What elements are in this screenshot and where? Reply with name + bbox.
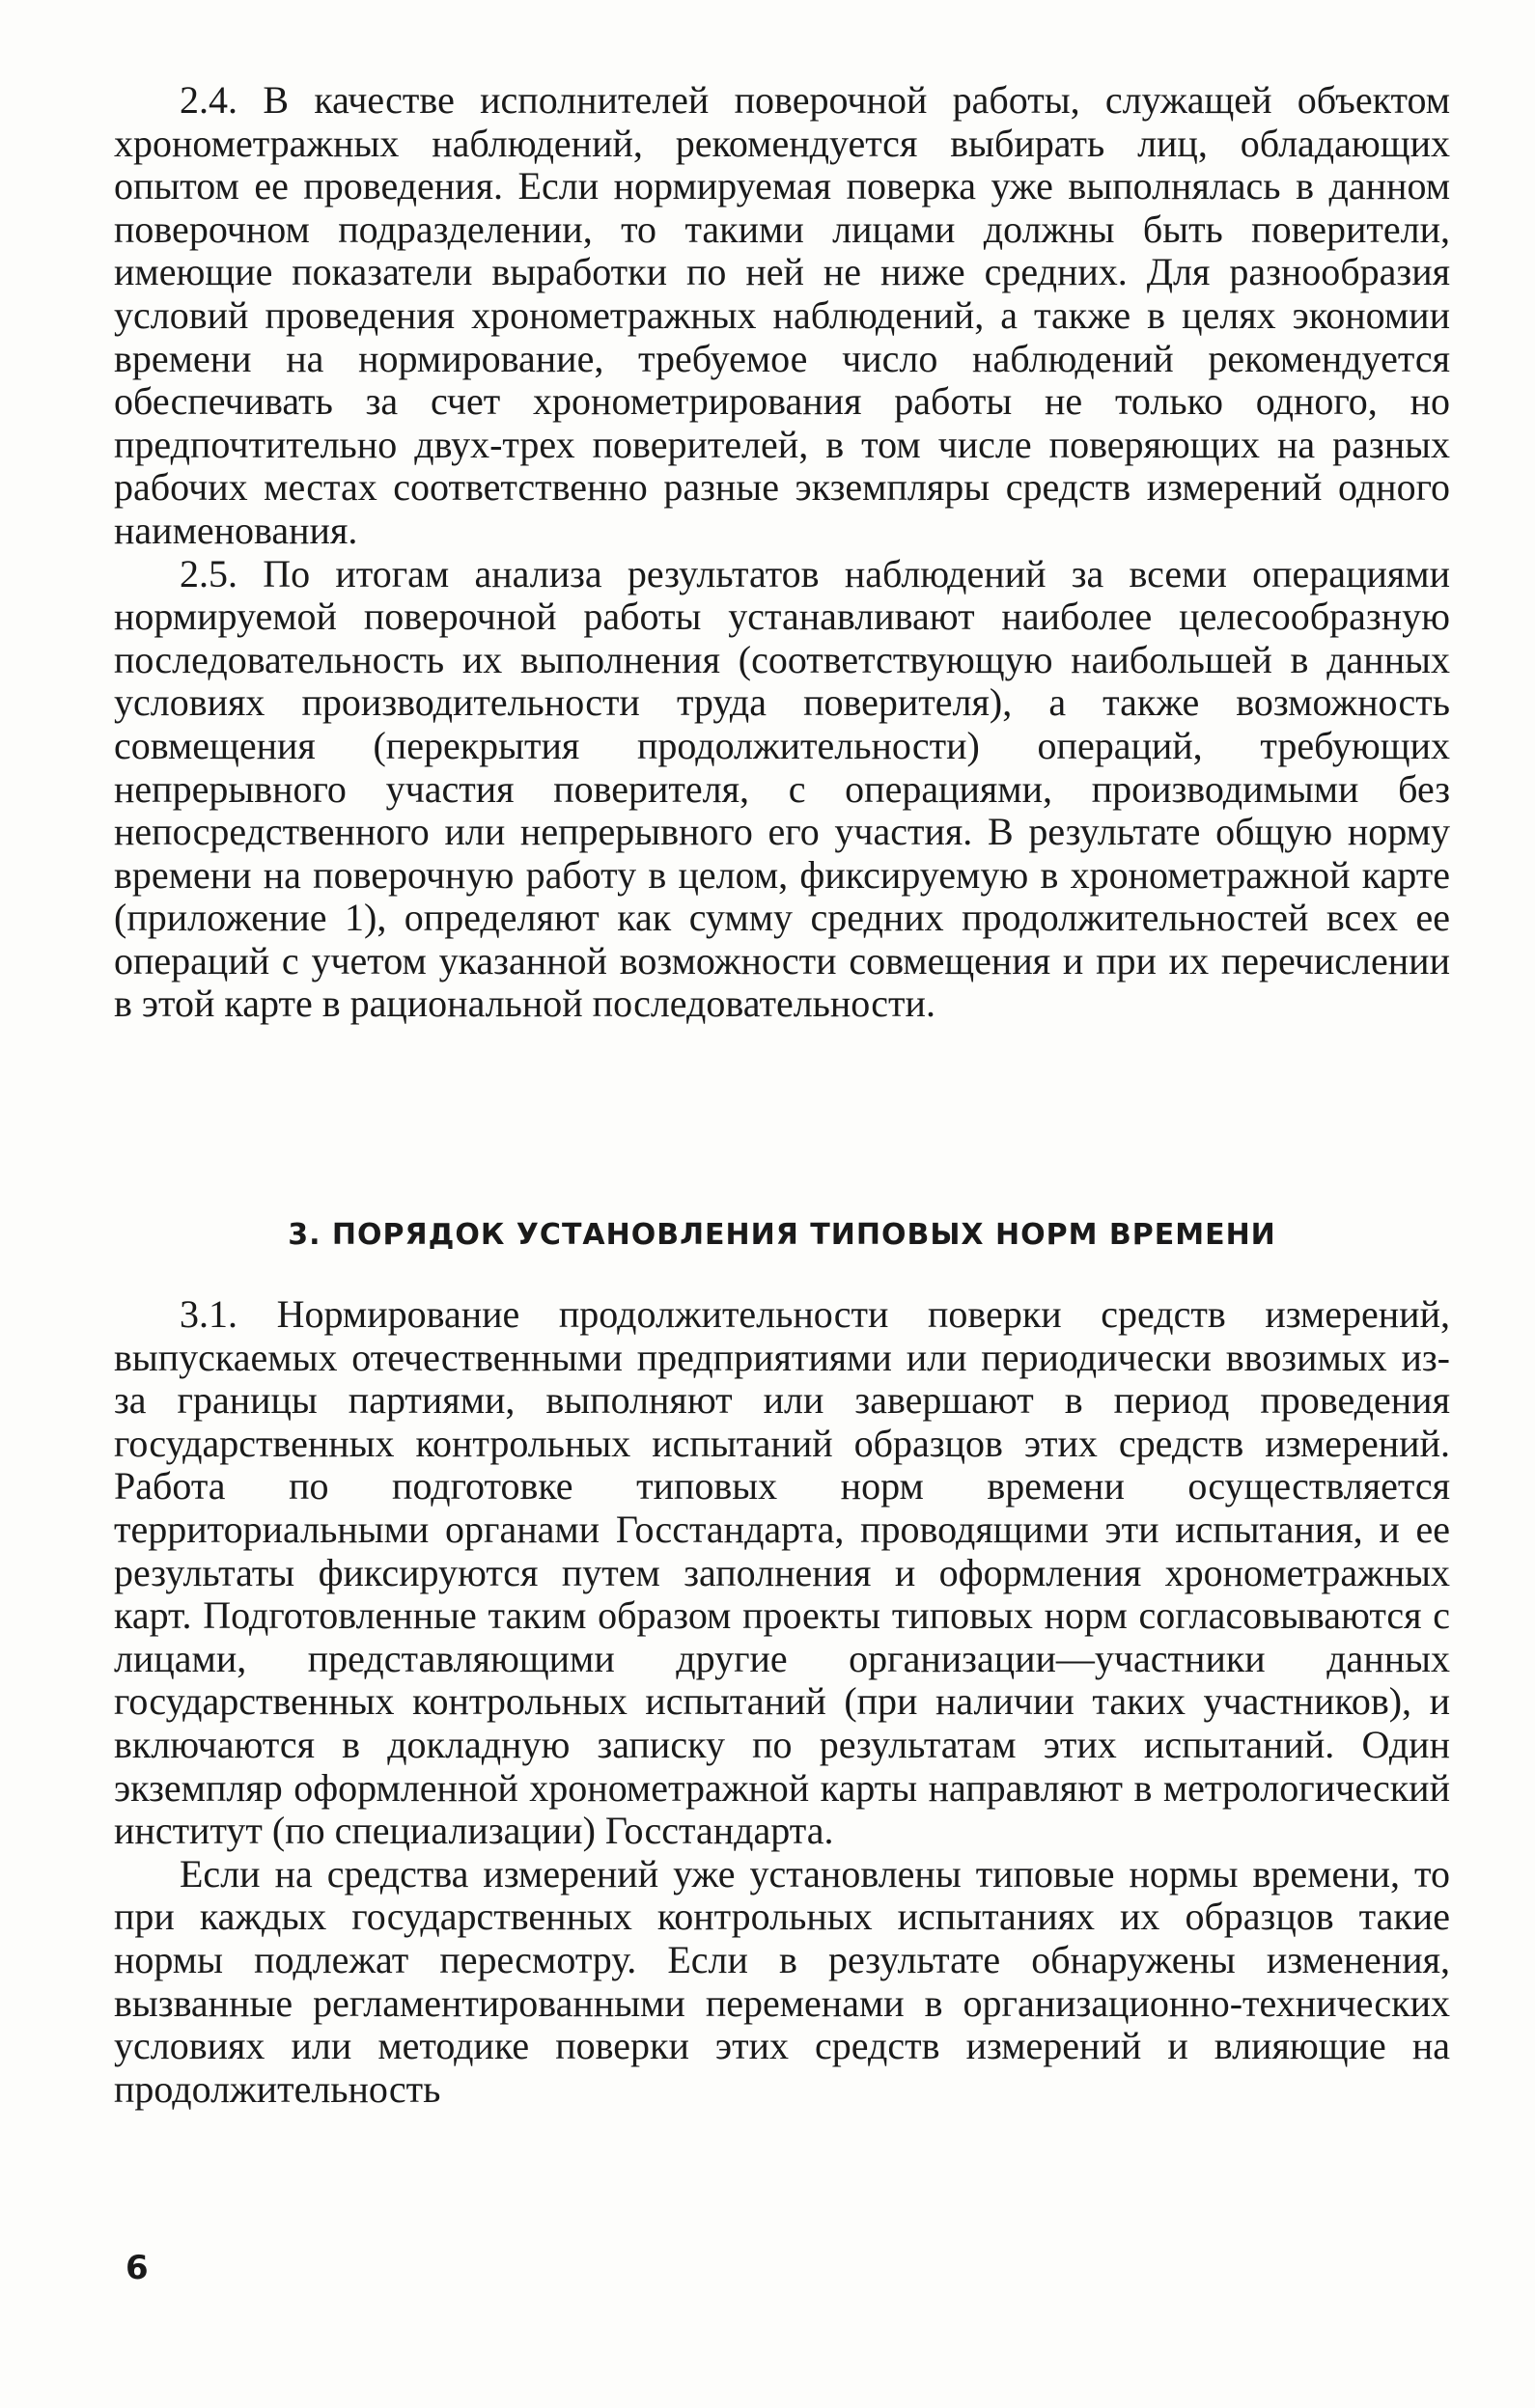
text-block-top <box>114 79 1450 1026</box>
paragraph-typical-norms: Если на средства измерений уже установлены типовые нормы времени, то при каждых государственных контрольных испытаниях их образцов такие нормы подлежат пересмотру. Если в результате обнаружены изменения, вызванные регламентированными переменами в организационно-технических условиях или методике поверки этих средств измерений и влияющие на продолжительность <box>114 1851 1450 2111</box>
page-number: 6 <box>126 2249 149 2287</box>
paragraph-2-5: 2.5. По итогам анализа результатов наблюдений за всеми операциями нормируемой поверочной работы устанавливают наиболее целесообразную последовательность их выполнения (соответствующую наибольшей в данных условиях производительности труда поверителя), а также возможность совмещения (перекрытия продолжительности) операций, требующих непрерывного участия поверителя, с операциями, производимыми без непосредственного или непрерывного его участия. В результате общую норму времени на поверочную работу в целом, фиксируемую в хронометражной карте (приложение 1), определяют как сумму средних продолжительностей всех ее операций с учетом указанной возможности совмещения и при их перечислении в этой карте в рациональной последовательности. <box>114 551 1450 1026</box>
paragraph-2-4: 2.4. В качестве исполнителей поверочной работы, служащей объектом хронометражных наблюдений, рекомендуется выбирать лиц, обладающих опытом ее проведения. Если нормируемая поверка уже выполнялась в данном поверочном подразделении, то такими лицами должны быть поверители, имеющие показатели выработки по ней не ниже средних. Для разнообразия условий проведения хронометражных наблюдений, а также в целях экономии времени на нормирование, требуемое число наблюдений рекомендуется обеспечивать за счет хронометрирования работы не только одного, но предпочтительно двух-трех поверителей, в том числе поверяющих на разных рабочих местах соответственно разные экземпляры средств измерений одного наименования. <box>114 78 1450 552</box>
text-block-bottom <box>114 1293 1450 2111</box>
paragraph-3-1: 3.1. Нормирование продолжительности поверки средств измерений, выпускаемых отечественными предприятиями или периодически ввозимых из-за границы партиями, выполняют или завершают в период проведения государственных контрольных испытаний образцов этих средств измерений. Работа по подготовке типовых норм времени осуществляется территориальными органами Госстандарта, проводящими эти испытания, и ее результаты фиксируются путем заполнения и оформления хронометражных карт. Подготовленные таким образом проекты типовых норм согласовываются с лицами, представляющими другие организации—участники данных государственных контрольных испытаний (при наличии таких участников), и включаются в докладную записку по результатам этих испытаний. Один экземпляр оформленной хронометражной карты направляют в метрологический институт (по специализации) Госстандарта. <box>114 1292 1450 1853</box>
section-heading: 3. ПОРЯДОК УСТАНОВЛЕНИЯ ТИПОВЫХ НОРМ ВРЕМЕНИ <box>288 1218 1276 1252</box>
